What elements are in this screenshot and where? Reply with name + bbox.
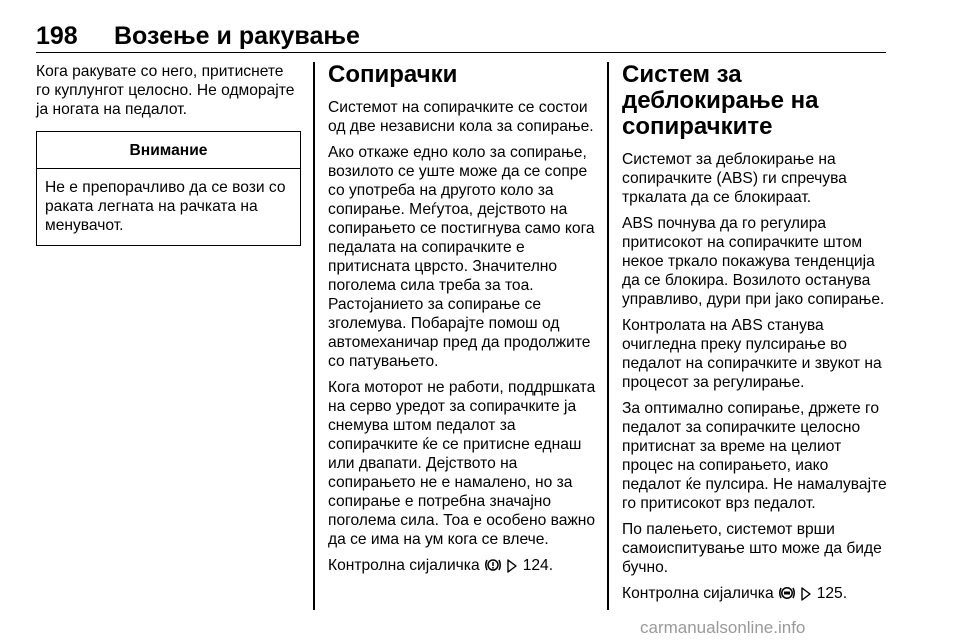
paragraph: Кога моторот не работи, поддршката на серво уредот за сопирачките ја снемува штом педалот за сопирачките ќе се притисне еднаш или двапати. Дејството на сопирањето не е намалено, но за сопирање е потребна значајно поголема сила. Тоа е особено важно да се има на ум кога се влече.	[328, 379, 596, 548]
paragraph: По палењето, системот врши самоиспитување што може да биде бучно.	[622, 521, 882, 576]
page-reference-arrow-icon	[800, 587, 812, 606]
chapter-title: Возење и ракување	[114, 22, 360, 50]
column-divider	[313, 62, 315, 610]
warning-body: Не е препорачливо да се вози со раката легната на рачката на менувачот.	[45, 179, 286, 234]
section-heading-abs: Систем за деблокирање на сопирачките	[622, 61, 819, 140]
column-left	[36, 62, 301, 246]
paragraph: Системот за деблокирање на сопирачките (ABS) ги спречува тркалата да се блокираат.	[622, 151, 847, 206]
reference-line	[622, 584, 890, 606]
page-number: 198	[36, 22, 78, 50]
reference-page: 125.	[816, 585, 848, 602]
column-middle	[328, 62, 598, 585]
reference-text: Контролна сијаличка	[622, 585, 774, 602]
column-divider	[607, 62, 609, 610]
abs-warning-icon	[778, 585, 796, 606]
paragraph: ABS почнува да го регулира притисокот на сопирачките штом некое тркало покажува тенденција да се блокира. Возилото останува управливо, дури при јако сопирање.	[622, 215, 885, 308]
paragraph: Ако откаже едно коло за сопирање, возилото се уште може да се сопре со употреба на другото коло за сопирање. Меѓутоа, дејството на сопирањето се постигнува само кога педалата на сопирачките е притисната цврсто. Значително поголема сила треба за тоа. Растојанието за сопирање се зголемува. Побарајте помош од автомеханичар пред да продолжите со патувањето.	[328, 144, 595, 370]
warning-box	[36, 131, 301, 246]
reference-line	[328, 556, 598, 578]
section-heading-brakes: Сопирачки	[328, 61, 458, 88]
paragraph: За оптимално сопирање, држете го педалот за сопирачките целосно притиснат за време на целиот процес на сопирањето, иако педалот ќе пулсира. Не намалувајте го притисокот врз педалот.	[622, 400, 887, 512]
intro-paragraph: Кога ракувате со него, притиснете го куплунгот целосно. Не одморајте ја ногата на педалот.	[36, 63, 295, 118]
watermark: carmanualsonline.info	[640, 618, 806, 637]
brake-warning-icon	[484, 557, 502, 578]
reference-page: 124.	[522, 557, 554, 574]
reference-text: Контролна сијаличка	[328, 557, 480, 574]
column-right	[622, 62, 890, 613]
page-reference-arrow-icon	[506, 559, 518, 578]
paragraph: Контролата на ABS станува очигледна преку пулсирање во педалот на сопирачките и звукот на процесот за регулирање.	[622, 317, 882, 391]
paragraph: Системот на сопирачките се состои од две независни кола за сопирање.	[328, 99, 594, 135]
page-header	[36, 22, 886, 53]
warning-title: Внимание	[37, 132, 300, 169]
